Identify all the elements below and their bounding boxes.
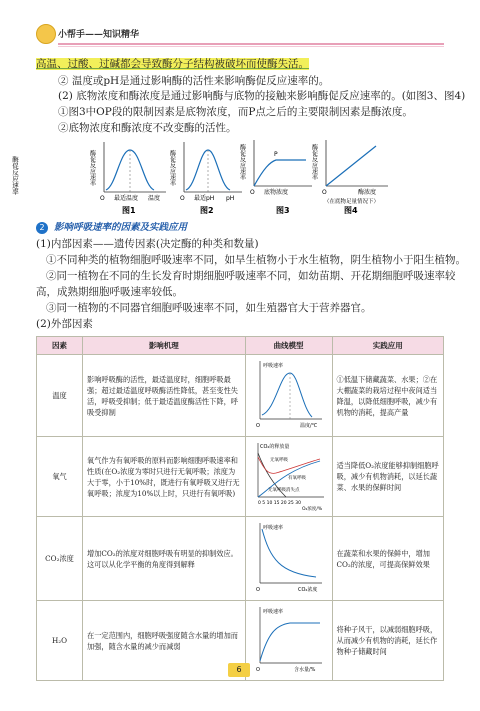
x-label: 含水量/% — [293, 667, 316, 673]
co2-curve — [250, 519, 326, 595]
x-label: 底物浓度 — [264, 189, 289, 196]
figure-caption: 图3 — [276, 206, 290, 215]
factor-cell: 温度 — [37, 355, 83, 437]
text-line: ①图3中OP段的限制因素是底物浓度，而P点之后的主要限制因素是酶浓度。 — [58, 106, 413, 118]
figure-caption: 图1 — [122, 206, 136, 215]
page-header — [0, 0, 480, 48]
x-label: 酶浓度 — [358, 189, 377, 196]
y-label: 呼吸速率 — [262, 609, 283, 615]
application-cell: 将种子风干，以减弱细胞呼吸，从而减少有机物的消耗，延长作物种子储藏时间 — [332, 601, 443, 681]
table-row — [37, 517, 444, 601]
sun-logo-icon — [36, 24, 56, 44]
figure-3 — [250, 140, 312, 215]
y-label: CO₂的释放量 — [259, 444, 290, 450]
table-header-row — [37, 337, 444, 355]
section-heading — [36, 219, 187, 234]
x-label: pH — [226, 195, 235, 202]
x-ticks: 0 5 10 15 20 25 30 — [257, 501, 301, 506]
origin-label: O — [255, 423, 260, 429]
text-line: ①不同种类的植物细胞呼吸速率不同，如旱生植物小于水生植物，阴生植物小于阳生植物。 — [46, 254, 466, 266]
model-cell — [245, 355, 332, 437]
figure-caption: 图4 — [344, 206, 358, 215]
origin-label: O — [255, 667, 260, 673]
origin-label: O — [322, 189, 327, 196]
figure-2 — [180, 142, 242, 215]
origin-label: O — [180, 195, 185, 202]
water-curve — [250, 603, 326, 675]
y-label: 酶促反应速率 — [11, 156, 19, 195]
y-label: 酶促反应速率 — [238, 144, 246, 180]
header-rule-thin — [58, 46, 444, 47]
mechanism-cell: 在一定范围内，细胞呼吸强度随含水量的增加而加强，随含水量的减少而减弱 — [83, 601, 246, 681]
section-number-badge: 2 — [36, 222, 48, 234]
curve-label: 有氧呼吸 — [287, 476, 306, 481]
origin-label: O — [250, 189, 255, 196]
application-cell: 适当降低O₂浓度能够抑制细胞呼吸，减少有机物消耗，以延长蔬菜、水果的保鲜时间 — [332, 437, 443, 517]
mechanism-cell: 影响呼吸酶的活性，最适温度时，细胞呼吸最强；超过最适温度呼吸酶活性降低，甚至变性失活，呼吸受抑制；低于最适温度酶活性下降，呼吸受抑制 — [83, 355, 246, 437]
x-label: CO₂浓度 — [297, 587, 318, 593]
text-line — [36, 58, 444, 71]
figure-1 — [100, 142, 166, 215]
factors-table — [36, 336, 444, 681]
curve-label: 无氧呼吸消失点 — [267, 488, 300, 493]
oxygen-curve — [250, 439, 326, 511]
mechanism-cell: 氧气作为有氧呼吸的原料而影响细胞呼吸速率和性质(在O₂浓度为零时只进行无氧呼吸；浓度为大于零，小于10%时，既进行有氧呼吸又进行无氧呼吸；浓度为10%以上时，只进行有氧呼吸) — [83, 437, 246, 517]
y-axis-labels — [86, 146, 98, 202]
temperature-curve — [250, 357, 326, 431]
origin-label: O — [255, 587, 260, 593]
factor-cell: CO₂浓度 — [37, 517, 83, 601]
text-line: (2)外部因素 — [36, 318, 93, 330]
factor-cell: 氧气 — [37, 437, 83, 517]
header-title: 小帮手——知识精华 — [58, 30, 140, 40]
origin-label: O — [100, 195, 105, 202]
text-line: (2) 底物浓度和酶浓度是通过影响酶与底物的接触来影响酶促反应速率的。(如图3、图4) — [58, 90, 466, 102]
x-label: 温度 — [148, 195, 161, 202]
model-cell — [245, 517, 332, 601]
point-label: P — [274, 151, 278, 158]
page-number: 6 — [228, 663, 250, 677]
y-axis-labels — [166, 146, 178, 202]
highlight-text: 高温、过酸、过碱都会导致酶分子结构被破坏而使酶失活。 — [36, 58, 309, 70]
y-label: 酶促反应速率 — [88, 150, 96, 186]
x-label: 最适pH — [194, 195, 215, 202]
y-axis-label-fig1 — [8, 150, 22, 216]
y-label: 酶促反应速率 — [168, 150, 176, 186]
application-cell: ①低温下储藏蔬菜、水果；②在大棚蔬菜的栽培过程中夜间适当降温，以降低细胞呼吸，减少有机物的消耗，提高产量 — [332, 355, 443, 437]
application-cell: 在蔬菜和水果的保鲜中，增加CO₂的浓度，可提高保鲜效果 — [332, 517, 443, 601]
mechanism-cell: 增加CO₂的浓度对细胞呼吸有明显的抑制效应。这可以从化学平衡的角度得到解释 — [83, 517, 246, 601]
y-label: 呼吸速率 — [262, 525, 283, 531]
y-axis-labels — [308, 140, 320, 196]
column-header: 实践应用 — [332, 337, 443, 355]
model-cell — [245, 601, 332, 681]
y-label: 呼吸速率 — [262, 363, 283, 369]
y-axis-labels — [236, 140, 248, 196]
column-header: 因素 — [37, 337, 83, 355]
header-rule — [58, 43, 444, 45]
text-line: 高，成熟期细胞呼吸速率较低。 — [36, 286, 183, 298]
y-label: 酶促反应速率 — [310, 144, 318, 180]
text-line: ②同一植物在不同的生长发育时期细胞呼吸速率不同，如幼苗期、开花期细胞呼吸速率较 — [46, 270, 456, 282]
factor-cell: H₂O — [37, 601, 83, 681]
curve-label: 无氧呼吸 — [269, 458, 288, 463]
text-line: ③同一植物的不同器官细胞呼吸速率不同，如生殖器官大于营养器官。 — [46, 302, 372, 314]
x-label: O₂浓度/% — [301, 507, 322, 511]
x-label: 最适温度 — [114, 195, 139, 202]
text-line: ② 温度或pH是通过影响酶的活性来影响酶促反应速率的。 — [58, 75, 330, 87]
table-row — [37, 437, 444, 517]
text-line: ②底物浓度和酶浓度不改变酶的活性。 — [58, 122, 237, 134]
text-line: (1)内部因素——遗传因素(决定酶的种类和数量) — [36, 238, 259, 250]
table-row — [37, 355, 444, 437]
column-header: 影响机理 — [83, 337, 246, 355]
section-title: 影响呼吸速率的因素及实践应用 — [54, 222, 188, 233]
figure-caption: 图2 — [200, 206, 214, 215]
figure-note: （在底物足量情况下） — [324, 199, 380, 205]
figure-4 — [322, 140, 388, 215]
column-header: 曲线模型 — [245, 337, 332, 355]
x-label: 温度/℃ — [299, 423, 317, 429]
model-cell — [245, 437, 332, 517]
